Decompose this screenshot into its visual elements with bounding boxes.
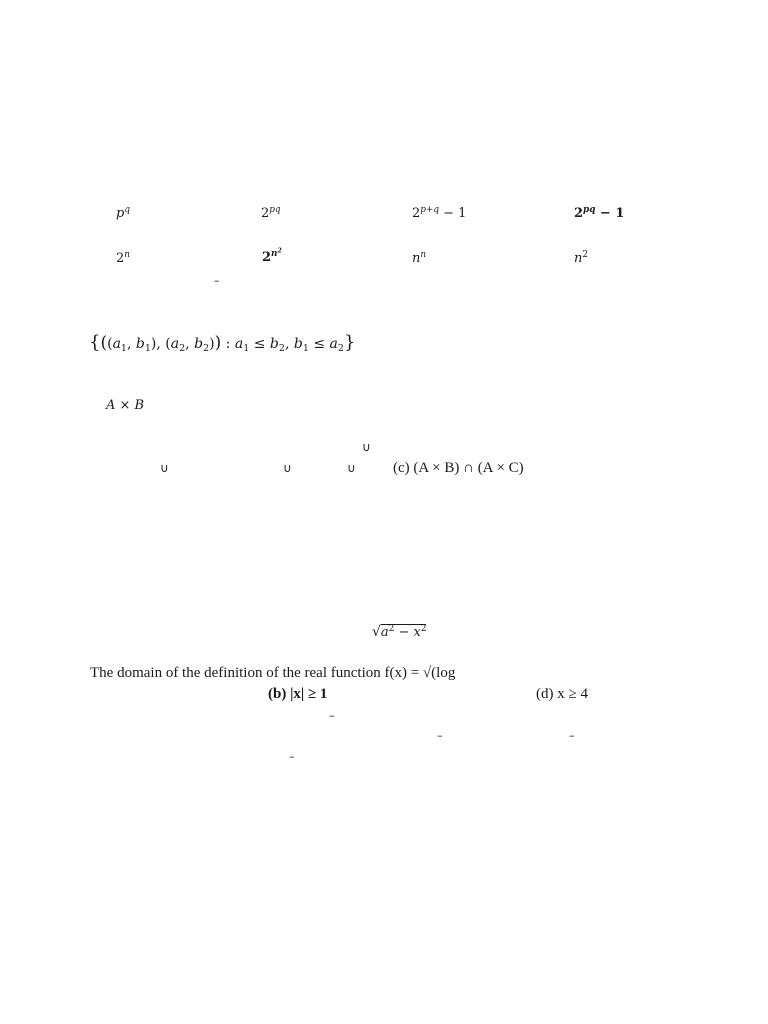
cartesian-product: A × B — [106, 398, 145, 413]
option-row1-d: $2^{pq} - 1$ — [574, 205, 625, 221]
stray-dash-4: – — [569, 729, 575, 742]
option-row1-a: $p^q$ — [116, 205, 130, 221]
option-b-abs: (b) |x| ≥ 1 — [268, 686, 328, 702]
option-d: (d) x ≥ 4 — [536, 686, 588, 702]
option-row1-c: $2^{p+q} - 1$ — [412, 205, 467, 221]
option-row2-a: 2$^n$ — [116, 250, 130, 266]
union-symbol-a: ∪ — [160, 461, 169, 475]
stray-dash-3: – — [437, 729, 443, 742]
option-c-intersection: (c) (A × B) ∩ (A × C) — [393, 460, 524, 476]
domain-question: The domain of the definition of the real function f(x) = √(log — [90, 665, 456, 681]
relation-set: {(($a_1$, $b_1$), ($a_2$, $b_2$)) : $a_1 \le b_2$, $b_1 \le a_2$} — [89, 332, 356, 354]
option-row2-b: $2^{n^2}$ — [262, 247, 282, 265]
union-symbol-c: ∪ — [347, 461, 356, 475]
option-row2-d: $n^2$ — [574, 250, 588, 266]
stray-dash-2: – — [329, 709, 335, 722]
stray-dash: – — [214, 274, 220, 287]
union-symbol-top: ∪ — [362, 440, 371, 454]
option-row1-b: $2^{pq}$ — [261, 205, 281, 221]
sqrt-expression: $√a^2 - x^2$ — [372, 624, 427, 640]
stray-dash-5: – — [289, 750, 295, 763]
union-symbol-b: ∪ — [283, 461, 292, 475]
option-row2-c: $n^n$ — [412, 250, 427, 266]
